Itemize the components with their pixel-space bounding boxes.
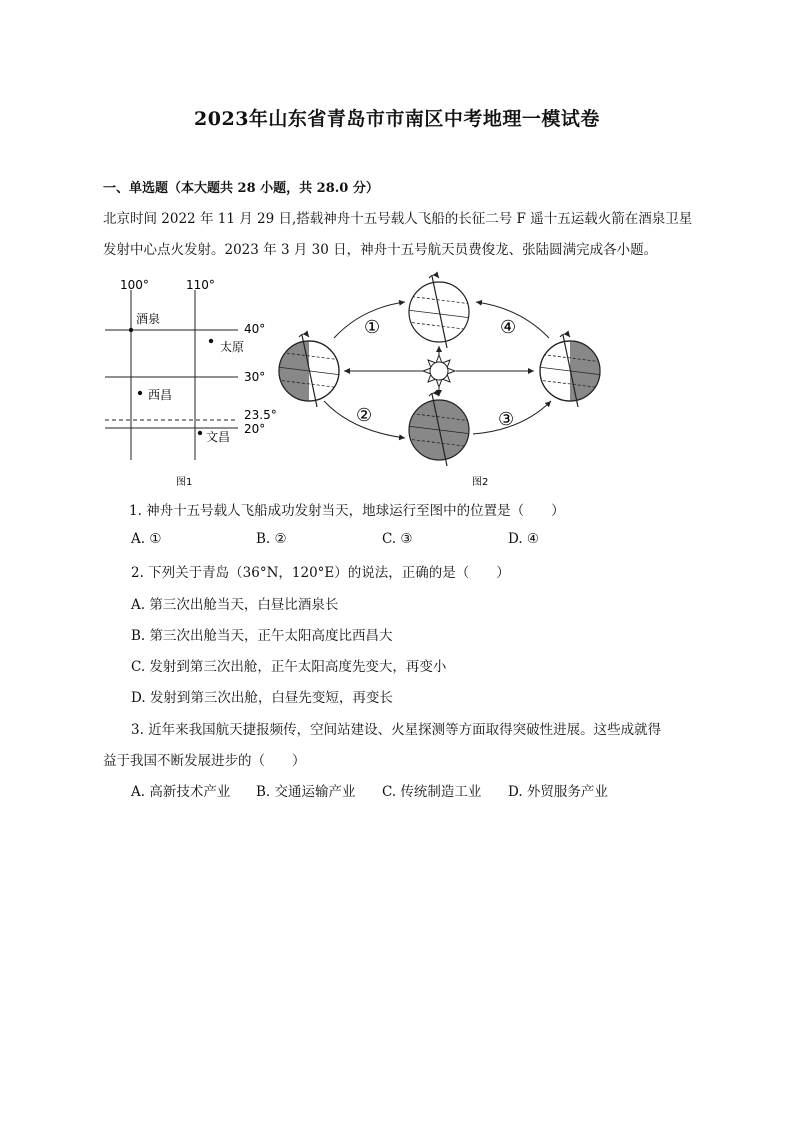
sun-icon (423, 355, 455, 387)
intro-line-2: 发射中心点火发射。2023 年 3 月 30 日，神舟十五号航天员费俊龙、张陆圆满完成各小题。 (103, 242, 658, 258)
position-label-1: ① (364, 317, 381, 338)
earth-bottom (407, 393, 472, 466)
figure-1-caption: 图1 (176, 477, 193, 487)
question-3-option-a[interactable]: A. 高新技术产业 (131, 784, 231, 800)
intro-line-1: 北京时间 2022 年 11 月 29 日,搭载神舟十五号载人飞船的长征二号 F 遥十五运载火箭在酒泉卫星 (103, 211, 693, 227)
lat-label-40: 40° (244, 322, 266, 336)
page-title: 2023年山东省青岛市市南区中考地理一模试卷 (194, 108, 600, 130)
city-label-taiyuan: 太原 (220, 340, 245, 354)
figure-1-map (100, 272, 280, 487)
position-label-2: ② (356, 405, 373, 426)
city-dot-taiyuan (209, 339, 213, 343)
question-3-option-c[interactable]: C. 传统制造工业 (382, 784, 482, 800)
question-1-stem: 1. 神舟十五号载人飞船成功发射当天，地球运行至图中的位置是（ ） (129, 503, 565, 519)
lat-label-23-5: 23.5° (244, 408, 277, 422)
question-1-option-c[interactable]: C. ③ (382, 531, 413, 547)
lon-label-100: 100° (120, 278, 149, 292)
question-2-option-a[interactable]: A. 第三次出舱当天，白昼比酒泉长 (131, 597, 339, 613)
city-dot-wenchang (198, 431, 202, 435)
lon-label-110: 110° (186, 278, 215, 292)
earth-left (272, 334, 342, 407)
question-3-stem-line-2: 益于我国不断发展进步的（ ） (103, 753, 306, 769)
question-2-option-d[interactable]: D. 发射到第三次出舱，白昼先变短，再变长 (131, 690, 393, 706)
figure-2-orbit (272, 266, 612, 488)
city-label-xichang: 西昌 (148, 388, 173, 402)
city-dot-jiuquan (129, 328, 133, 332)
position-label-3: ③ (498, 409, 515, 430)
question-1-option-a[interactable]: A. ① (131, 531, 162, 547)
earth-right (538, 334, 610, 407)
position-label-4: ④ (500, 317, 517, 338)
question-2-option-c[interactable]: C. 发射到第三次出舱，正午太阳高度先变大，再变小 (131, 659, 447, 675)
question-1-option-b[interactable]: B. ② (256, 531, 287, 547)
question-2-stem: 2. 下列关于青岛（36°N，120°E）的说法，正确的是（ ） (131, 565, 510, 581)
city-dot-xichang (138, 391, 142, 395)
lat-label-30: 30° (244, 370, 266, 384)
lat-label-20: 20° (244, 422, 266, 436)
question-3-stem-line-1: 3. 近年来我国航天捷报频传，空间站建设、火星探测等方面取得突破性进展。这些成就得 (131, 722, 662, 738)
city-label-wenchang: 文昌 (206, 430, 231, 444)
question-1-option-d[interactable]: D. ④ (508, 531, 540, 547)
earth-top (407, 275, 472, 348)
question-2-option-b[interactable]: B. 第三次出舱当天，正午太阳高度比西昌大 (131, 628, 393, 644)
question-3-option-b[interactable]: B. 交通运输产业 (256, 784, 356, 800)
city-label-jiuquan: 酒泉 (136, 312, 161, 326)
section-heading: 一、单选题（本大题共 28 小题，共 28.0 分） (103, 181, 379, 196)
figure-2-caption: 图2 (472, 477, 489, 488)
question-3-option-d[interactable]: D. 外贸服务产业 (508, 784, 608, 800)
